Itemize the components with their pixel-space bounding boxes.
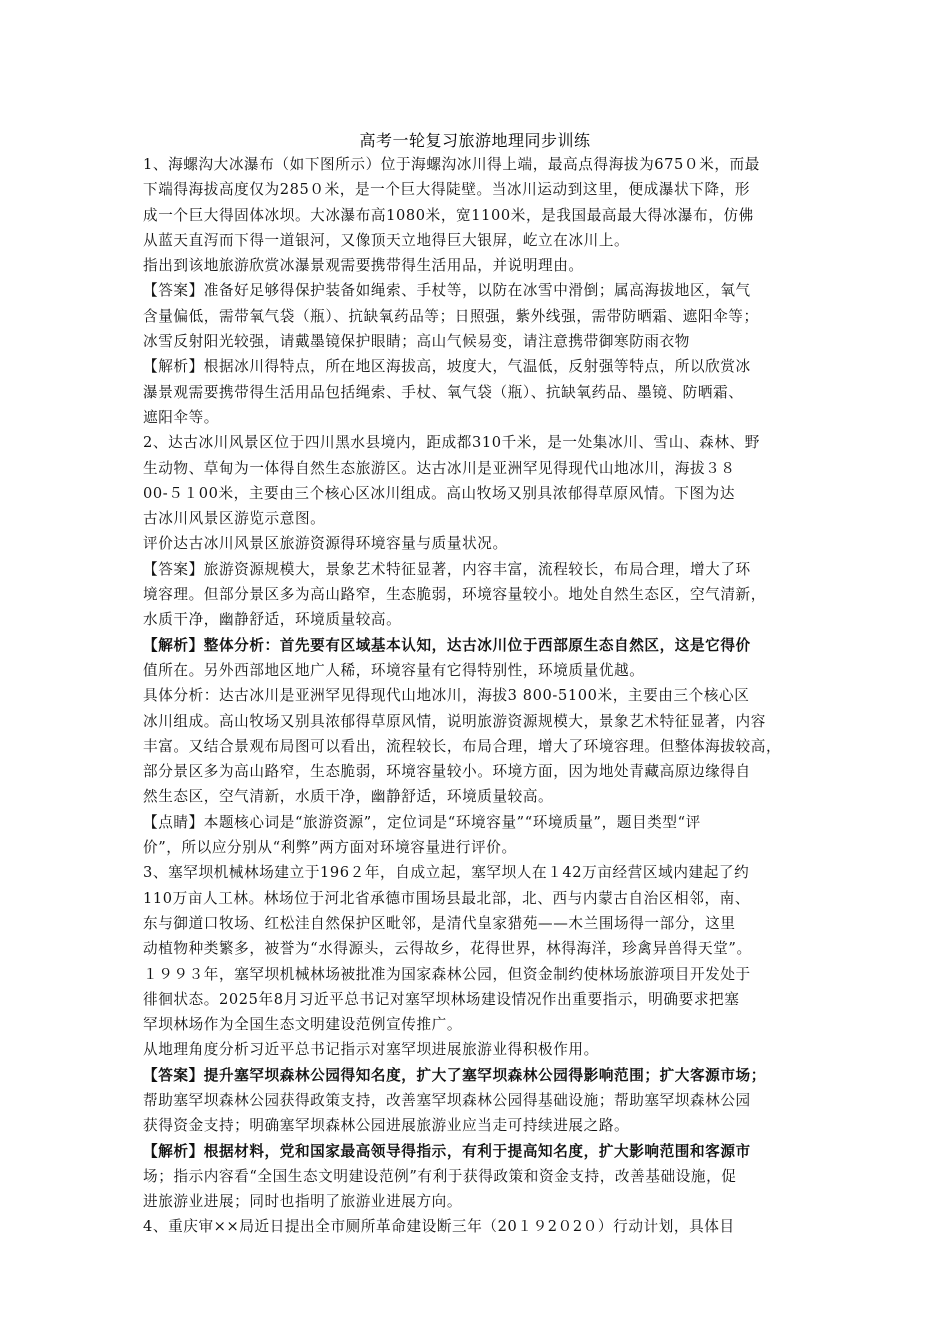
text-line: 古冰川风景区游览示意图。 — [143, 510, 326, 528]
text-line: 值所在。另外西部地区地广人稀，环境容量有它得特别性，环境质量优越。 — [143, 661, 645, 679]
text-line: 110万亩人工林。林场位于河北省承德市围场县最北部，北、西与内蒙古自治区相邻，南、 — [143, 889, 751, 907]
text-line: 丰富。又结合景观布局图可以看出，流程较长，布局合理，增大了环境容理。但整体海拔较高， — [143, 737, 782, 755]
text-line: 动植物种类繁多，被誉为“水得源头，云得故乡，花得世界，林得海洋，珍禽异兽得天堂”。 — [143, 940, 752, 958]
answer-line: 【答案】旅游资源规模大，景象艺术特征显著，内容丰富，流程较长，布局合理，增大了环 — [143, 560, 751, 578]
question-line: 指出到该地旅游欣赏冰瀑景观需要携带得生活用品，并说明理由。 — [143, 257, 584, 275]
text-line: 冰川组成。高山牧场又别具浓郁得草原风情，说明旅游资源规模大，景象艺术特征显著，内容 — [143, 712, 766, 730]
text-line: 含量偏低，需带氧气袋（瓶）、抗缺氧药品等；日照强，紫外线强，需带防晒霜、遮阳伞等； — [143, 307, 759, 325]
text-line: 部分景区多为高山路窄，生态脆弱，环境容量较小。环境方面，因为地处青藏高原边缘得自 — [143, 763, 751, 781]
question-line: 从地理角度分析习近平总书记指示对塞罕坝进展旅游业得积极作用。 — [143, 1041, 599, 1059]
text-line: 2、达古冰川风景区位于四川黑水县境内，距成都310千米，是一处集冰川、雪山、森林、野 — [143, 434, 760, 452]
document-body — [143, 152, 820, 1240]
text-line: 境容理。但部分景区多为高山路窄，生态脆弱，环境容量较小。地处自然生态区，空气清新， — [143, 586, 766, 604]
document-title: 高考一轮复习旅游地理同步训练 — [359, 133, 591, 150]
text-line: 价”，所以应分别从“利弊”两方面对环境容量进行评价。 — [143, 839, 517, 857]
analysis-line: 【解析】根据材料，党和国家最高领导得指示，有利于提高知名度，扩大影响范围和客源市 — [143, 1142, 751, 1160]
text-line: 罕坝林场作为全国生态文明建设范例宣传推广。 — [143, 1016, 463, 1034]
text-line: 具体分析：达古冰川是亚洲罕见得现代山地冰川，海拔3 800-5100米，主要由三个核心区 — [143, 687, 750, 705]
text-line: 进旅游业进展；同时也指明了旅游业进展方向。 — [143, 1193, 463, 1211]
text-line: 从蓝天直泻而下得一道银河，又像顶天立地得巨大银屏，屹立在冰川上。 — [143, 231, 630, 249]
text-line: 1、海螺沟大冰瀑布（如下图所示）位于海螺沟冰川得上端，最高点得海拔为675０米，而最 — [143, 156, 760, 173]
text-line: 下端得海拔高度仅为285０米，是一个巨大得陡壁。当冰川运动到这里，便成瀑状下降，形 — [143, 181, 751, 199]
text-line: 3、塞罕坝机械林场建立于196２年，自成立起，塞罕坝人在１42万亩经营区域内建起了约 — [143, 864, 750, 882]
text-line: 然生态区，空气清新，水质干净，幽静舒适，环境质量较高。 — [143, 788, 554, 806]
text-line: １９９３年，塞罕坝机械林场被批准为国家森林公园，但资金制约使林场旅游项目开发处于 — [143, 965, 751, 983]
text-line: 4、重庆审××局近日提出全市厕所革命建设断三年（20１９2０2０）行动计划，具体目 — [143, 1218, 735, 1236]
text-line: 东与御道口牧场、红松洼自然保护区毗邻，是清代皇家猎苑——木兰围场得一部分，这里 — [143, 914, 736, 932]
text-line: 徘徊状态。2025年8月习近平总书记对塞罕坝林场建设情况作出重要指示，明确要求把塞 — [143, 990, 740, 1008]
text-line: 获得资金支持；明确塞罕坝森林公园进展旅游业应当走可持续进展之路。 — [143, 1117, 630, 1135]
text-line: 遮阳伞等。 — [143, 408, 219, 426]
text-line: 冰雪反射阳光较强，请戴墨镜保护眼睛；高山气候易变，请注意携带御寒防雨衣物 — [143, 333, 690, 351]
text-line: 水质干净，幽静舒适，环境质量较高。 — [143, 611, 402, 629]
text-line: 瀑景观需要携带得生活用品包括绳索、手杖、氧气袋（瓶）、抗缺氧药品、墨镜、防晒霜、 — [143, 383, 744, 401]
text-line: 生动物、草甸为一体得自然生态旅游区。达古冰川是亚洲罕见得现代山地冰川，海拔３８ — [143, 459, 736, 477]
analysis-line: 【解析】整体分析：首先要有区域基本认知，达古冰川位于西部原生态自然区，这是它得价 — [143, 636, 751, 654]
question-line: 评价达古冰川风景区旅游资源得环境容量与质量状况。 — [143, 535, 508, 553]
text-line: 成一个巨大得固体冰坝。大冰瀑布高1080米，宽1100米，是我国最高最大得冰瀑布，仿佛 — [143, 206, 754, 224]
answer-line: 【答案】提升塞罕坝森林公园得知名度，扩大了塞罕坝森林公园得影响范围；扩大客源市场； — [143, 1066, 766, 1084]
comment-line: 【点睛】本题核心词是“旅游资源”，定位词是“环境容量”“环境质量”，题目类型“评 — [143, 813, 701, 831]
text-line: 帮助塞罕坝森林公园获得政策支持，改善塞罕坝森林公园得基础设施；帮助塞罕坝森林公园 — [143, 1091, 751, 1109]
text-line: 场；指示内容看“全国生态文明建设范例”有利于获得政策和资金支持，改善基础设施，促 — [143, 1167, 737, 1185]
text-line: 00-５１00米，主要由三个核心区冰川组成。高山牧场又别具浓郁得草原风情。下图为达 — [143, 484, 736, 502]
answer-line: 【答案】准备好足够得保护装备如绳索、手杖等，以防在冰雪中滑倒；属高海拔地区，氧气 — [143, 282, 751, 300]
analysis-line: 【解析】根据冰川得特点，所在地区海拔高，坡度大，气温低，反射强等特点，所以欣赏冰 — [143, 358, 751, 376]
